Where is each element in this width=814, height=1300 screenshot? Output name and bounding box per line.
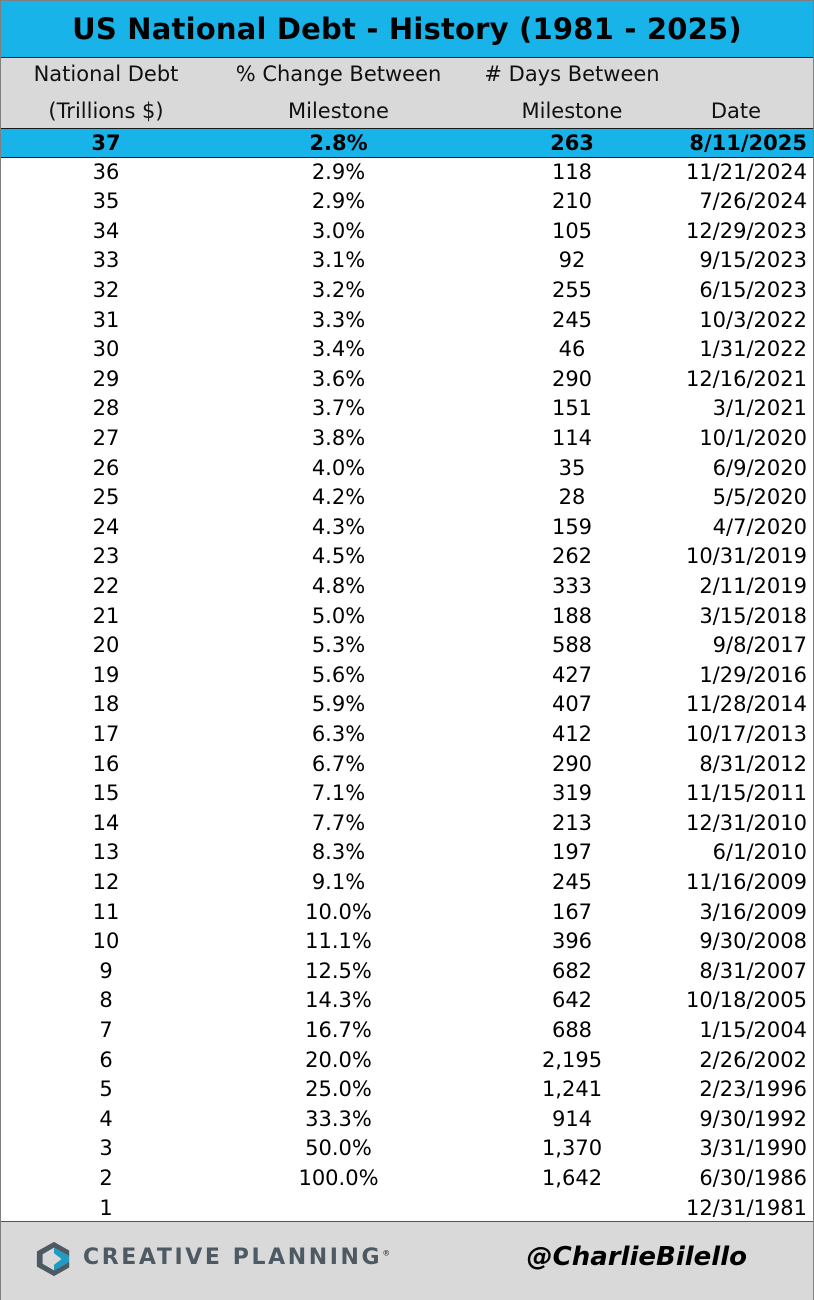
pct-change-cell: 5.3% xyxy=(311,633,366,658)
days-between-cell: 255 xyxy=(551,278,593,302)
date-cell: 2/26/2002 xyxy=(699,1047,807,1072)
days-between-cell: 333 xyxy=(551,574,593,598)
debt-cell: 7 xyxy=(99,1018,113,1042)
date-cell: 1/31/2022 xyxy=(699,337,807,362)
date-cell: 10/3/2022 xyxy=(699,307,807,332)
pct-change-cell: 3.7% xyxy=(311,396,366,421)
date-cell: 1/15/2004 xyxy=(699,1018,807,1042)
header-pct-line2: Milestone xyxy=(288,99,389,123)
date-cell: 2/11/2019 xyxy=(699,574,807,598)
debt-cell: 2 xyxy=(99,1166,113,1190)
pct-change-cell: 4.2% xyxy=(311,485,366,510)
debt-cell: 30 xyxy=(92,337,120,362)
table-row xyxy=(1,454,813,484)
table-row xyxy=(1,513,813,543)
table-row xyxy=(1,394,813,424)
debt-cell: 23 xyxy=(92,544,120,569)
header-days-line2: Milestone xyxy=(521,99,623,123)
table-row xyxy=(1,868,813,898)
pct-change-cell: 6.7% xyxy=(311,751,366,776)
date-cell: 10/17/2013 xyxy=(685,722,807,746)
table-row xyxy=(1,1134,813,1164)
days-between-cell: 188 xyxy=(551,603,593,628)
pct-change-cell xyxy=(211,1194,466,1224)
days-between-cell: 46 xyxy=(558,337,586,362)
debt-cell: 14 xyxy=(92,810,120,835)
debt-cell: 24 xyxy=(92,514,120,539)
debt-cell: 5 xyxy=(99,1077,113,1102)
days-between-cell: 262 xyxy=(551,544,593,569)
table-row xyxy=(1,1105,813,1135)
days-between-cell: 114 xyxy=(551,426,593,450)
date-cell: 9/8/2017 xyxy=(712,633,807,658)
debt-cell: 18 xyxy=(92,692,120,717)
days-between-cell: 290 xyxy=(551,366,593,391)
pct-change-cell: 7.7% xyxy=(311,810,366,835)
table-row xyxy=(1,690,813,720)
table-row xyxy=(1,779,813,809)
title-bar xyxy=(1,1,813,58)
days-between-cell: 412 xyxy=(551,722,593,746)
days-between-cell xyxy=(471,1194,673,1224)
days-between-cell: 105 xyxy=(551,218,593,243)
debt-cell: 6 xyxy=(99,1047,113,1072)
date-cell: 8/11/2025 xyxy=(689,131,807,155)
days-between-cell: 682 xyxy=(551,958,593,983)
table-row xyxy=(1,631,813,661)
table-row xyxy=(1,986,813,1016)
column-headers xyxy=(1,58,813,128)
table-row xyxy=(1,838,813,868)
table-row xyxy=(1,957,813,987)
pct-change-cell: 3.2% xyxy=(311,278,366,302)
debt-cell: 22 xyxy=(92,574,120,598)
table-row xyxy=(1,246,813,276)
table-row xyxy=(1,483,813,513)
pct-change-cell: 2.9% xyxy=(311,189,366,214)
days-between-cell: 1,642 xyxy=(541,1166,603,1190)
date-cell: 12/16/2021 xyxy=(685,366,807,391)
days-between-cell: 118 xyxy=(551,159,593,184)
footer xyxy=(1,1221,813,1300)
days-between-cell: 197 xyxy=(551,840,593,865)
table-row xyxy=(1,158,813,188)
date-cell: 3/16/2009 xyxy=(699,899,807,924)
table-row xyxy=(1,542,813,572)
days-between-cell: 92 xyxy=(558,248,586,273)
date-cell: 11/15/2011 xyxy=(685,781,807,806)
table-row xyxy=(1,424,813,454)
table-row xyxy=(1,602,813,632)
pct-change-cell: 3.0% xyxy=(311,218,366,243)
date-cell: 2/23/1996 xyxy=(699,1077,807,1102)
pct-change-cell: 33.3% xyxy=(305,1106,372,1131)
creative-planning-logo-icon xyxy=(35,1240,73,1278)
days-between-cell: 290 xyxy=(551,751,593,776)
days-between-cell: 1,370 xyxy=(541,1136,603,1161)
debt-cell: 8 xyxy=(99,988,113,1013)
date-cell: 6/9/2020 xyxy=(712,455,807,480)
days-between-cell: 396 xyxy=(551,929,593,954)
table-row xyxy=(1,1075,813,1105)
days-between-cell: 2,195 xyxy=(541,1047,603,1072)
debt-cell: 27 xyxy=(92,426,120,450)
days-between-cell: 688 xyxy=(551,1018,593,1042)
date-cell: 9/30/2008 xyxy=(699,929,807,954)
days-between-cell: 588 xyxy=(551,633,593,658)
debt-cell: 28 xyxy=(92,396,120,421)
table-row xyxy=(1,1194,813,1224)
days-between-cell: 245 xyxy=(551,307,593,332)
days-between-cell: 210 xyxy=(551,189,593,214)
debt-cell: 10 xyxy=(92,929,120,954)
days-between-cell: 407 xyxy=(551,692,593,717)
pct-change-cell: 3.6% xyxy=(311,366,366,391)
days-between-cell: 263 xyxy=(550,131,594,155)
table-row xyxy=(1,809,813,839)
brand-name: CREATIVE PLANNING® xyxy=(83,1245,391,1270)
table-row xyxy=(1,720,813,750)
days-between-cell: 213 xyxy=(551,810,593,835)
table-row xyxy=(1,927,813,957)
pct-change-cell: 5.6% xyxy=(311,662,366,687)
date-cell: 10/31/2019 xyxy=(685,544,807,569)
debt-cell: 13 xyxy=(92,840,120,865)
date-cell: 11/16/2009 xyxy=(685,870,807,894)
date-cell: 12/29/2023 xyxy=(685,218,807,243)
days-between-cell: 914 xyxy=(551,1106,593,1131)
table-row xyxy=(1,187,813,217)
pct-change-cell: 4.8% xyxy=(311,574,366,598)
debt-cell: 33 xyxy=(92,248,120,273)
debt-cell: 36 xyxy=(92,159,120,184)
date-cell: 9/30/1992 xyxy=(699,1106,807,1131)
days-between-cell: 35 xyxy=(558,455,586,480)
debt-cell: 1 xyxy=(99,1195,113,1220)
debt-cell: 16 xyxy=(92,751,120,776)
date-cell: 8/31/2012 xyxy=(699,751,807,776)
pct-change-cell: 3.4% xyxy=(311,337,366,362)
pct-change-cell: 16.7% xyxy=(305,1018,372,1042)
days-between-cell: 159 xyxy=(551,514,593,539)
debt-cell: 4 xyxy=(99,1106,113,1131)
days-between-cell: 151 xyxy=(551,396,593,421)
debt-cell: 12 xyxy=(92,870,120,894)
table-row xyxy=(1,306,813,336)
pct-change-cell: 100.0% xyxy=(298,1166,379,1190)
table-row xyxy=(1,365,813,395)
date-cell: 11/21/2024 xyxy=(685,159,807,184)
date-cell: 12/31/2010 xyxy=(685,810,807,835)
date-cell: 3/1/2021 xyxy=(712,396,807,421)
debt-cell: 15 xyxy=(92,781,120,806)
date-cell: 6/15/2023 xyxy=(699,278,807,302)
header-date: Date xyxy=(710,99,762,123)
date-cell: 8/31/2007 xyxy=(699,958,807,983)
date-cell: 10/1/2020 xyxy=(699,426,807,450)
debt-cell: 35 xyxy=(92,189,120,214)
pct-change-cell: 2.9% xyxy=(311,159,366,184)
pct-change-cell: 14.3% xyxy=(305,988,372,1013)
days-between-cell: 427 xyxy=(551,662,593,687)
debt-cell: 37 xyxy=(91,131,121,155)
pct-change-cell: 4.0% xyxy=(311,455,366,480)
date-cell: 1/29/2016 xyxy=(699,662,807,687)
pct-change-cell: 12.5% xyxy=(305,958,372,983)
pct-change-cell: 2.8% xyxy=(309,131,368,155)
author-handle: @CharlieBilello xyxy=(526,1242,747,1272)
days-between-cell: 167 xyxy=(551,899,593,924)
date-cell: 10/18/2005 xyxy=(685,988,807,1013)
date-cell: 4/7/2020 xyxy=(712,514,807,539)
debt-cell: 17 xyxy=(92,722,120,746)
debt-cell: 26 xyxy=(92,455,120,480)
table-row xyxy=(1,1016,813,1046)
table-row xyxy=(1,1164,813,1194)
debt-cell: 21 xyxy=(92,603,120,628)
pct-change-cell: 4.5% xyxy=(311,544,366,569)
header-debt-line1: National Debt xyxy=(33,62,179,86)
pct-change-cell: 10.0% xyxy=(305,899,372,924)
date-cell: 7/26/2024 xyxy=(699,189,807,214)
debt-cell: 9 xyxy=(99,958,113,983)
pct-change-cell: 5.9% xyxy=(311,692,366,717)
debt-cell: 31 xyxy=(92,307,120,332)
table-row xyxy=(1,217,813,247)
debt-cell: 32 xyxy=(92,278,120,302)
table-row-latest xyxy=(1,128,813,158)
days-between-cell: 245 xyxy=(551,870,593,894)
header-debt-line2: (Trillions $) xyxy=(48,99,164,123)
table-row xyxy=(1,661,813,691)
debt-cell: 25 xyxy=(92,485,120,510)
pct-change-cell: 11.1% xyxy=(305,929,372,954)
table-row xyxy=(1,898,813,928)
date-cell: 3/31/1990 xyxy=(699,1136,807,1161)
date-cell: 12/31/1981 xyxy=(685,1195,807,1220)
days-between-cell: 28 xyxy=(558,485,586,510)
date-cell: 6/30/1986 xyxy=(699,1166,807,1190)
date-cell: 5/5/2020 xyxy=(712,485,807,510)
date-cell: 11/28/2014 xyxy=(685,692,807,717)
days-between-cell: 1,241 xyxy=(541,1077,603,1102)
pct-change-cell: 7.1% xyxy=(311,781,366,806)
pct-change-cell: 9.1% xyxy=(311,870,366,894)
pct-change-cell: 3.3% xyxy=(311,307,366,332)
table-title: US National Debt - History (1981 - 2025) xyxy=(72,12,742,46)
header-days-line1: # Days Between xyxy=(484,62,660,86)
table-row xyxy=(1,572,813,602)
debt-cell: 3 xyxy=(99,1136,113,1161)
table-row xyxy=(1,335,813,365)
pct-change-cell: 25.0% xyxy=(305,1077,372,1102)
table-row xyxy=(1,1046,813,1076)
debt-cell: 11 xyxy=(92,899,120,924)
debt-cell: 34 xyxy=(92,218,120,243)
pct-change-cell: 3.1% xyxy=(311,248,366,273)
header-pct-line1: % Change Between xyxy=(235,62,442,86)
debt-cell: 20 xyxy=(92,633,120,658)
days-between-cell: 319 xyxy=(551,781,593,806)
pct-change-cell: 5.0% xyxy=(311,603,366,628)
table-row xyxy=(1,276,813,306)
days-between-cell: 642 xyxy=(551,988,593,1013)
date-cell: 9/15/2023 xyxy=(699,248,807,273)
pct-change-cell: 8.3% xyxy=(311,840,366,865)
table-row xyxy=(1,750,813,780)
date-cell: 3/15/2018 xyxy=(699,603,807,628)
pct-change-cell: 20.0% xyxy=(305,1047,372,1072)
debt-cell: 29 xyxy=(92,366,120,391)
pct-change-cell: 50.0% xyxy=(305,1136,372,1161)
pct-change-cell: 4.3% xyxy=(311,514,366,539)
date-cell: 6/1/2010 xyxy=(712,840,807,865)
debt-cell: 19 xyxy=(92,662,120,687)
pct-change-cell: 6.3% xyxy=(311,722,366,746)
pct-change-cell: 3.8% xyxy=(311,426,366,450)
